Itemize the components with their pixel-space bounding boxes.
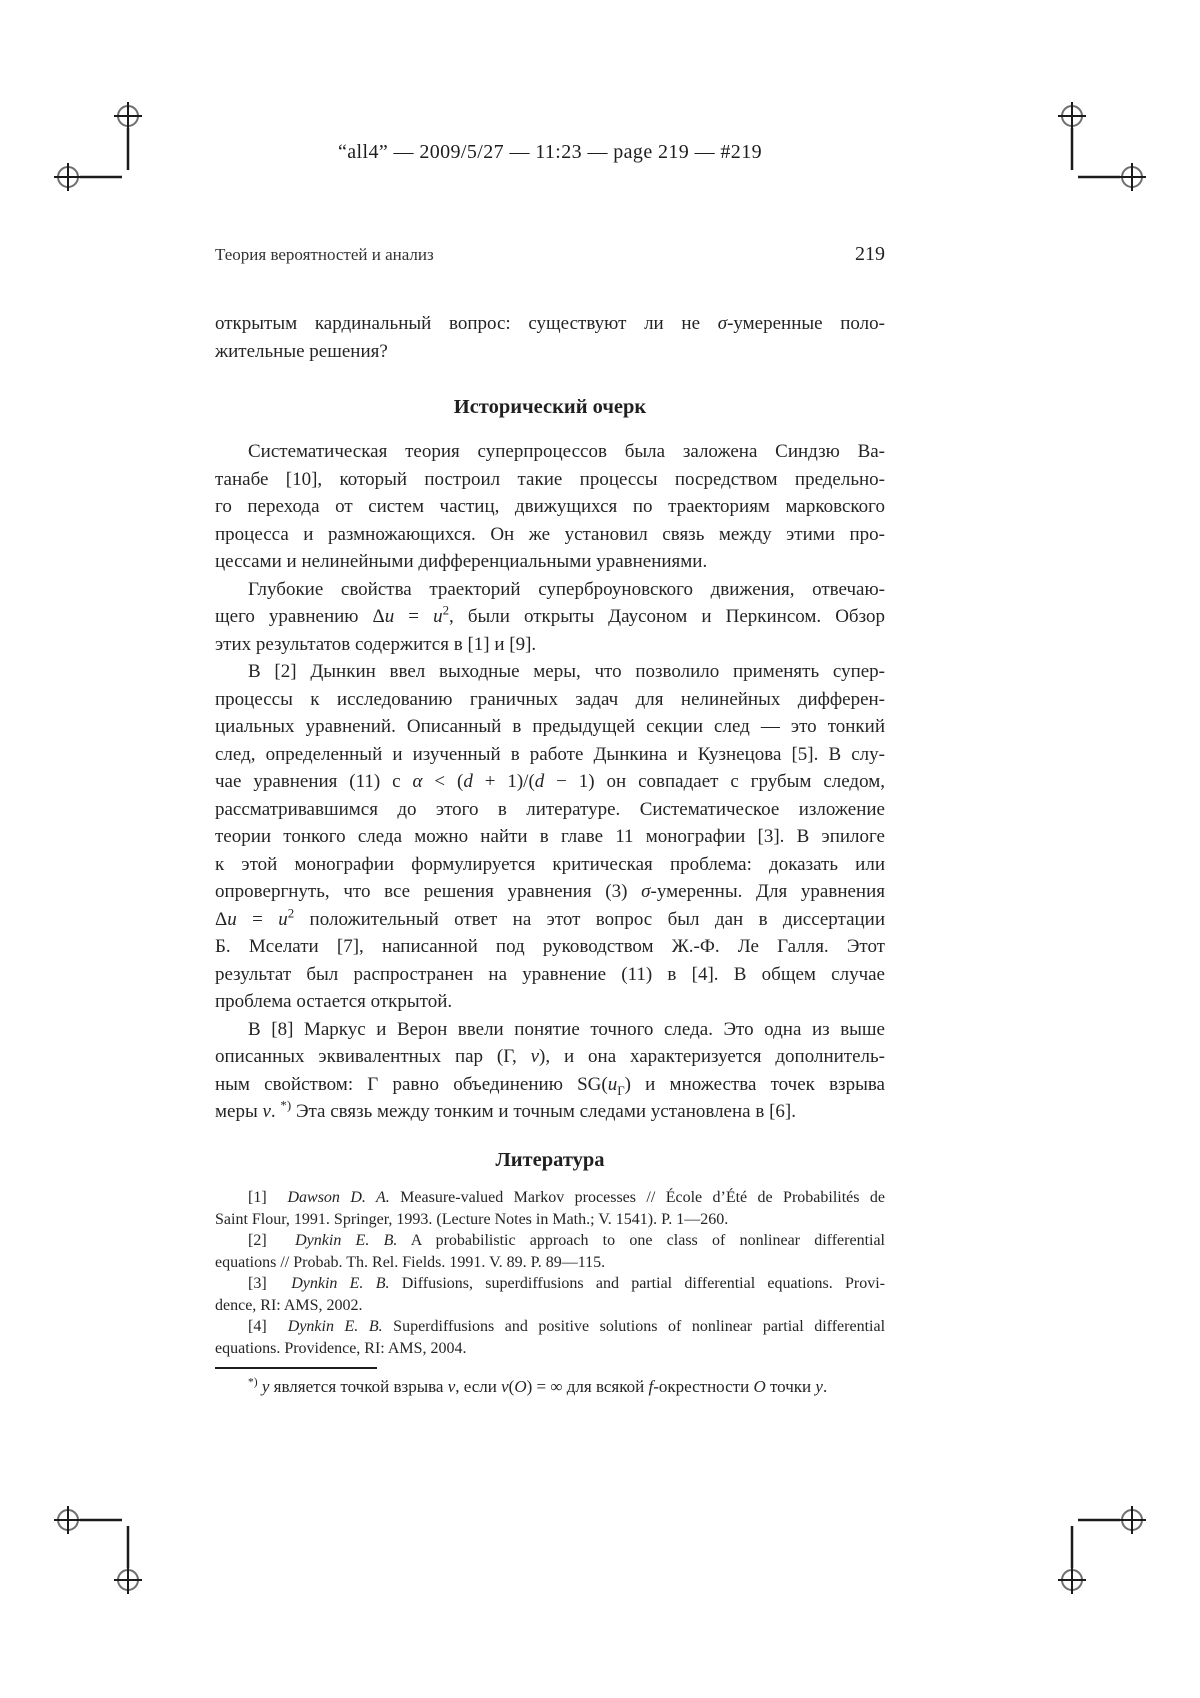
paragraph — [215, 438, 885, 576]
registration-mark-icon — [114, 102, 142, 170]
page-content — [215, 310, 885, 1398]
text-line: Глубокие свойства траекторий суперброуновского движения, отвечаю- — [248, 578, 885, 600]
text-line: ным свойством: Γ равно объединению $SG(u_\Gamma)$ и множества точек взрыва — [215, 1073, 885, 1098]
text-line: equations // Probab. Th. Rel. Fields. 1991. V. 89. P. 89—115. — [215, 1253, 606, 1271]
text-line: танабе [10], который построил такие процессы посредством предельно- — [215, 468, 885, 490]
page-number: 219 — [855, 243, 885, 265]
text-line: процесса и размножающихся. Он же установил связь между этими про- — [215, 523, 885, 545]
text-line: го перехода от систем частиц, движущихся по траекториям марковского — [215, 496, 885, 517]
section-heading-history: Исторический очерк — [453, 396, 647, 418]
text-line: след, определенный и изученный в работе Дынкина и Кузнецова [5]. В слу- — [215, 743, 885, 765]
text-line: [2] Dynkin E. B. A probabilistic approach to one class of nonlinear differential — [248, 1232, 885, 1249]
text-line: описанных эквивалентных пар (Γ, ν), и она характеризуется дополнитель- — [215, 1046, 885, 1067]
text-line: проблема остается открытой. — [215, 991, 453, 1012]
text-line: equations. Providence, RI: AMS, 2004. — [215, 1339, 467, 1357]
paragraph — [215, 1016, 885, 1126]
reference-item — [215, 1230, 885, 1273]
text-line: [1] Dawson D. A. Measure-valued Markov processes // École d’Été de Probabilités de — [248, 1189, 885, 1206]
crop-header-line: “all4” — 2009/5/27 — 11:23 — page 219 — #219 — [337, 141, 763, 163]
registration-mark-icon — [114, 1526, 142, 1594]
running-head-title: Теория вероятностей и анализ — [215, 245, 434, 264]
text-line: этих результатов содержится в [1] и [9]. — [215, 633, 537, 655]
reference-item — [215, 1273, 885, 1316]
text-line: процессы к исследованию граничных задач для нелинейных дифферен- — [215, 688, 885, 710]
text-line: к этой монографии формулируется критическая проблема: доказать или — [215, 853, 885, 875]
registration-mark-icon — [1058, 1526, 1086, 1594]
footnote-text: *) y является точкой взрыва ν, если ν(O) = ∞ для всякой f-окрестности O точки y. — [248, 1375, 828, 1396]
paragraph-intro — [215, 310, 885, 365]
text-line: чае уравнения (11) с α < (d + 1)/(d − 1) он совпадает с грубым следом, — [215, 771, 885, 792]
text-line: щего уравнению $\Delta u = u^2$, были открыты Даусоном и Перкинсом. Обзор — [215, 603, 885, 627]
running-head — [215, 243, 885, 266]
paragraph — [215, 658, 885, 1016]
text-line: [3] Dynkin E. B. Diffusions, superdiffusions and partial differential equations. Provi- — [248, 1275, 885, 1292]
text-line: Saint Flour, 1991. Springer, 1993. (Lecture Notes in Math.; V. 1541). P. 1—260. — [215, 1210, 729, 1228]
text-line: опровергнуть, что все решения уравнения (3) σ-умеренны. Для уравнения — [215, 881, 885, 902]
reference-item — [215, 1316, 885, 1359]
references-list — [215, 1187, 885, 1359]
text-line: циальных уравнений. Описанный в предыдущей секции след — это тонкий — [215, 716, 885, 737]
registration-mark-icon — [1058, 102, 1086, 170]
text-line: меры ν. *) Эта связь между тонким и точным следами установлена в [6]. — [215, 1098, 796, 1122]
text-line: В [2] Дынкин ввел выходные меры, что позволило применять супер- — [248, 661, 885, 682]
text-line: жительные решения? — [215, 340, 388, 362]
text-line: В [8] Маркус и Верон ввели понятие точного следа. Это одна из выше — [248, 1018, 885, 1040]
registration-mark-icon — [54, 163, 122, 191]
text-line: результат был распространен на уравнение (11) в [4]. В общем случае — [215, 963, 885, 985]
reference-item — [215, 1187, 885, 1230]
text-line: [4] Dynkin E. B. Superdiffusions and positive solutions of nonlinear partial differential — [248, 1318, 885, 1335]
text-line: цессами и нелинейными дифференциальными уравнениями. — [215, 551, 708, 572]
registration-mark-icon — [1078, 1506, 1146, 1534]
text-line: открытым кардинальный вопрос: существуют ли не σ-умеренные поло- — [215, 313, 885, 334]
text-line: dence, RI: AMS, 2002. — [215, 1296, 363, 1314]
registration-mark-icon — [54, 1506, 122, 1534]
text-line: теории тонкого следа можно найти в главе 11 монографии [3]. В эпилоге — [215, 826, 885, 847]
text-line: рассматривавшимся до этого в литературе. Систематическое изложение — [215, 798, 885, 820]
text-line: Систематическая теория суперпроцессов была заложена Синдзю Ва- — [248, 441, 885, 462]
footnote-rule — [215, 1367, 377, 1369]
section-heading-literature: Литература — [495, 1149, 605, 1171]
paragraph — [215, 576, 885, 659]
text-line: Б. Мселати [7], написанной под руководством Ж.-Ф. Ле Галля. Этот — [215, 936, 885, 957]
text-line: $\Delta u = u^2$ положительный ответ на этот вопрос был дан в диссертации — [215, 905, 885, 930]
registration-mark-icon — [1078, 163, 1146, 191]
